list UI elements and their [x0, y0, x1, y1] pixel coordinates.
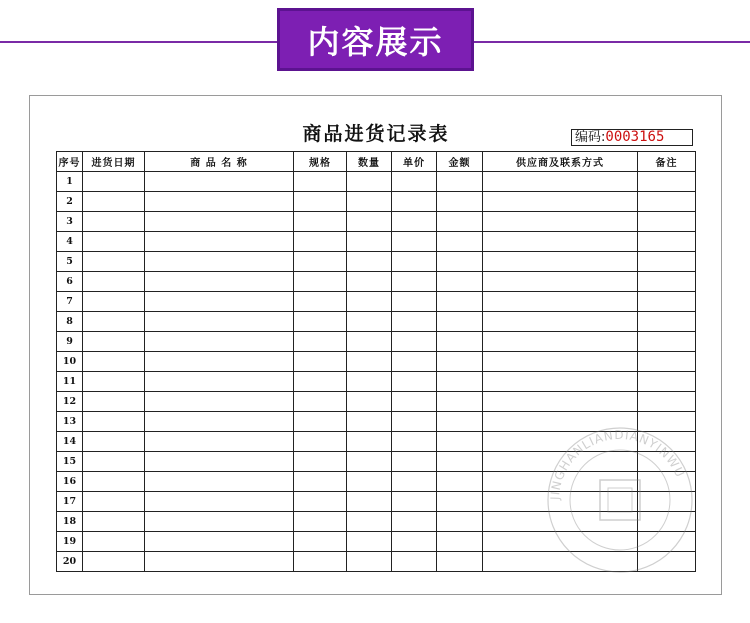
row-number-cell: 10: [57, 352, 83, 372]
table-cell[interactable]: [83, 312, 145, 332]
row-number-cell: 6: [57, 272, 83, 292]
table-cell[interactable]: [437, 452, 483, 472]
table-cell[interactable]: [145, 452, 294, 472]
table-cell[interactable]: [483, 312, 638, 332]
table-cell[interactable]: [294, 492, 347, 512]
table-cell[interactable]: [145, 472, 294, 492]
table-cell[interactable]: [483, 232, 638, 252]
row-number-cell: 20: [57, 552, 83, 572]
serial-code-number: 0003165: [605, 129, 665, 145]
table-cell[interactable]: [294, 352, 347, 372]
table-cell[interactable]: [392, 492, 437, 512]
header-cell: 序号: [57, 152, 83, 172]
table-cell[interactable]: [347, 492, 392, 512]
table-cell[interactable]: [392, 432, 437, 452]
table-cell[interactable]: [294, 532, 347, 552]
table-cell[interactable]: [145, 392, 294, 412]
row-number-cell: 12: [57, 392, 83, 412]
table-cell[interactable]: [83, 352, 145, 372]
table-cell[interactable]: [437, 332, 483, 352]
table-cell[interactable]: [145, 332, 294, 352]
table-cell[interactable]: [347, 232, 392, 252]
header-cell: 供应商及联系方式: [483, 152, 638, 172]
table-cell[interactable]: [83, 212, 145, 232]
header-cell: 进货日期: [83, 152, 145, 172]
row-number-cell: 9: [57, 332, 83, 352]
table-cell[interactable]: [638, 392, 696, 412]
table-cell[interactable]: [392, 312, 437, 332]
table-cell[interactable]: [392, 272, 437, 292]
row-number-cell: 8: [57, 312, 83, 332]
table-cell[interactable]: [83, 272, 145, 292]
header-cell: 金额: [437, 152, 483, 172]
table-cell[interactable]: [145, 552, 294, 572]
table-cell[interactable]: [294, 312, 347, 332]
table-cell[interactable]: [294, 472, 347, 492]
table-cell[interactable]: [347, 352, 392, 372]
table-cell[interactable]: [294, 412, 347, 432]
table-cell[interactable]: [347, 212, 392, 232]
table-row: [57, 352, 696, 372]
row-number-cell: 15: [57, 452, 83, 472]
banner-title: 内容展示: [307, 22, 444, 61]
table-cell[interactable]: [638, 272, 696, 292]
table-cell[interactable]: [294, 432, 347, 452]
table-cell[interactable]: [347, 292, 392, 312]
table-cell[interactable]: [437, 272, 483, 292]
table-cell[interactable]: [392, 392, 437, 412]
header-cell: 规格: [294, 152, 347, 172]
table-cell[interactable]: [83, 252, 145, 272]
table-cell[interactable]: [392, 452, 437, 472]
table-cell[interactable]: [145, 232, 294, 252]
table-cell[interactable]: [437, 432, 483, 452]
header-cell: 数量: [347, 152, 392, 172]
table-cell[interactable]: [294, 212, 347, 232]
table-cell[interactable]: [483, 272, 638, 292]
serial-code-box: [571, 129, 693, 146]
table-cell[interactable]: [83, 412, 145, 432]
table-cell[interactable]: [294, 392, 347, 412]
table-cell[interactable]: [83, 172, 145, 192]
table-cell[interactable]: [392, 252, 437, 272]
table-cell[interactable]: [392, 512, 437, 532]
table-cell[interactable]: [392, 472, 437, 492]
table-row: [57, 312, 696, 332]
table-cell[interactable]: [145, 532, 294, 552]
table-cell[interactable]: [347, 332, 392, 352]
table-row: [57, 252, 696, 272]
row-number-cell: 4: [57, 232, 83, 252]
table-cell[interactable]: [392, 352, 437, 372]
table-cell[interactable]: [392, 292, 437, 312]
header-cell: 商 品 名 称: [145, 152, 294, 172]
table-cell[interactable]: [347, 192, 392, 212]
table-cell[interactable]: [392, 332, 437, 352]
table-cell[interactable]: [392, 412, 437, 432]
row-number-cell: 1: [57, 172, 83, 192]
table-cell[interactable]: [638, 332, 696, 352]
table-cell[interactable]: [483, 352, 638, 372]
row-number-cell: 3: [57, 212, 83, 232]
table-cell[interactable]: [347, 512, 392, 532]
table-cell[interactable]: [638, 352, 696, 372]
table-cell[interactable]: [83, 472, 145, 492]
table-cell[interactable]: [145, 372, 294, 392]
table-cell[interactable]: [83, 452, 145, 472]
table-cell[interactable]: [483, 212, 638, 232]
table-cell[interactable]: [83, 492, 145, 512]
row-number-cell: 2: [57, 192, 83, 212]
document-title: 商品进货记录表: [302, 123, 450, 145]
section-banner: [277, 8, 474, 71]
table-cell[interactable]: [294, 172, 347, 192]
svg-text:JINGHANLIANDIANYINWU: JINGHANLIANDIANYINWU: [547, 427, 688, 501]
table-row: [57, 172, 696, 192]
table-cell[interactable]: [83, 512, 145, 532]
table-cell[interactable]: [437, 212, 483, 232]
serial-code-label: 编码:: [575, 130, 606, 145]
table-cell[interactable]: [294, 452, 347, 472]
table-cell[interactable]: [145, 432, 294, 452]
table-cell[interactable]: [145, 272, 294, 292]
table-cell[interactable]: [347, 432, 392, 452]
row-number-cell: 17: [57, 492, 83, 512]
table-cell[interactable]: [294, 252, 347, 272]
table-cell[interactable]: [294, 372, 347, 392]
table-cell[interactable]: [437, 472, 483, 492]
table-row: [57, 232, 696, 252]
table-cell[interactable]: [145, 252, 294, 272]
table-cell[interactable]: [392, 172, 437, 192]
table-cell[interactable]: [145, 312, 294, 332]
table-row: [57, 372, 696, 392]
table-cell[interactable]: [437, 552, 483, 572]
table-cell[interactable]: [437, 352, 483, 372]
table-cell[interactable]: [347, 312, 392, 332]
table-cell[interactable]: [392, 232, 437, 252]
table-cell[interactable]: [83, 392, 145, 412]
table-cell[interactable]: [145, 292, 294, 312]
table-cell[interactable]: [347, 412, 392, 432]
table-row: [57, 392, 696, 412]
table-cell[interactable]: [347, 392, 392, 412]
table-cell[interactable]: [638, 212, 696, 232]
table-cell[interactable]: [483, 332, 638, 352]
row-number-cell: 5: [57, 252, 83, 272]
table-cell[interactable]: [483, 192, 638, 212]
watermark-seal: [545, 425, 695, 575]
table-cell[interactable]: [347, 552, 392, 572]
table-row: [57, 272, 696, 292]
table-cell[interactable]: [392, 192, 437, 212]
table-cell[interactable]: [294, 272, 347, 292]
table-cell[interactable]: [392, 532, 437, 552]
table-cell[interactable]: [638, 172, 696, 192]
table-cell[interactable]: [437, 172, 483, 192]
header-cell: 备注: [638, 152, 696, 172]
table-row: [57, 332, 696, 352]
row-number-cell: 16: [57, 472, 83, 492]
table-cell[interactable]: [294, 332, 347, 352]
table-cell[interactable]: [83, 372, 145, 392]
table-cell[interactable]: [83, 432, 145, 452]
table-cell[interactable]: [638, 372, 696, 392]
row-number-cell: 18: [57, 512, 83, 532]
table-cell[interactable]: [437, 192, 483, 212]
row-number-cell: 14: [57, 432, 83, 452]
table-cell[interactable]: [347, 472, 392, 492]
table-cell[interactable]: [437, 372, 483, 392]
table-cell[interactable]: [392, 552, 437, 572]
table-row: [57, 292, 696, 312]
table-cell[interactable]: [294, 192, 347, 212]
table-cell[interactable]: [294, 512, 347, 532]
table-cell[interactable]: [294, 552, 347, 572]
table-cell[interactable]: [145, 172, 294, 192]
table-cell[interactable]: [347, 272, 392, 292]
table-row: [57, 212, 696, 232]
table-cell[interactable]: [347, 452, 392, 472]
header-cell: 单价: [392, 152, 437, 172]
table-cell[interactable]: [437, 252, 483, 272]
table-cell[interactable]: [392, 212, 437, 232]
table-cell[interactable]: [638, 192, 696, 212]
table-cell[interactable]: [347, 532, 392, 552]
table-cell[interactable]: [145, 352, 294, 372]
row-number-cell: 7: [57, 292, 83, 312]
table-cell[interactable]: [483, 252, 638, 272]
table-cell[interactable]: [347, 252, 392, 272]
table-cell[interactable]: [83, 532, 145, 552]
table-cell[interactable]: [145, 192, 294, 212]
table-cell[interactable]: [145, 512, 294, 532]
table-cell[interactable]: [638, 292, 696, 312]
table-cell[interactable]: [145, 412, 294, 432]
table-cell[interactable]: [83, 332, 145, 352]
table-cell[interactable]: [638, 312, 696, 332]
table-cell[interactable]: [437, 532, 483, 552]
table-header-row: [57, 152, 696, 172]
table-cell[interactable]: [638, 232, 696, 252]
table-cell[interactable]: [83, 552, 145, 572]
table-cell[interactable]: [437, 412, 483, 432]
table-cell[interactable]: [483, 292, 638, 312]
table-cell[interactable]: [83, 232, 145, 252]
table-cell[interactable]: [483, 392, 638, 412]
table-cell[interactable]: [638, 252, 696, 272]
row-number-cell: 11: [57, 372, 83, 392]
row-number-cell: 19: [57, 532, 83, 552]
table-row: [57, 192, 696, 212]
table-cell[interactable]: [437, 492, 483, 512]
table-cell[interactable]: [437, 312, 483, 332]
table-cell[interactable]: [83, 192, 145, 212]
table-cell[interactable]: [437, 392, 483, 412]
table-cell[interactable]: [483, 372, 638, 392]
table-cell[interactable]: [392, 372, 437, 392]
table-cell[interactable]: [437, 292, 483, 312]
row-number-cell: 13: [57, 412, 83, 432]
table-cell[interactable]: [347, 172, 392, 192]
table-cell[interactable]: [294, 292, 347, 312]
table-cell[interactable]: [145, 212, 294, 232]
table-cell[interactable]: [483, 172, 638, 192]
table-cell[interactable]: [437, 512, 483, 532]
table-cell[interactable]: [83, 292, 145, 312]
table-cell[interactable]: [347, 372, 392, 392]
table-cell[interactable]: [294, 232, 347, 252]
table-cell[interactable]: [145, 492, 294, 512]
table-cell[interactable]: [437, 232, 483, 252]
